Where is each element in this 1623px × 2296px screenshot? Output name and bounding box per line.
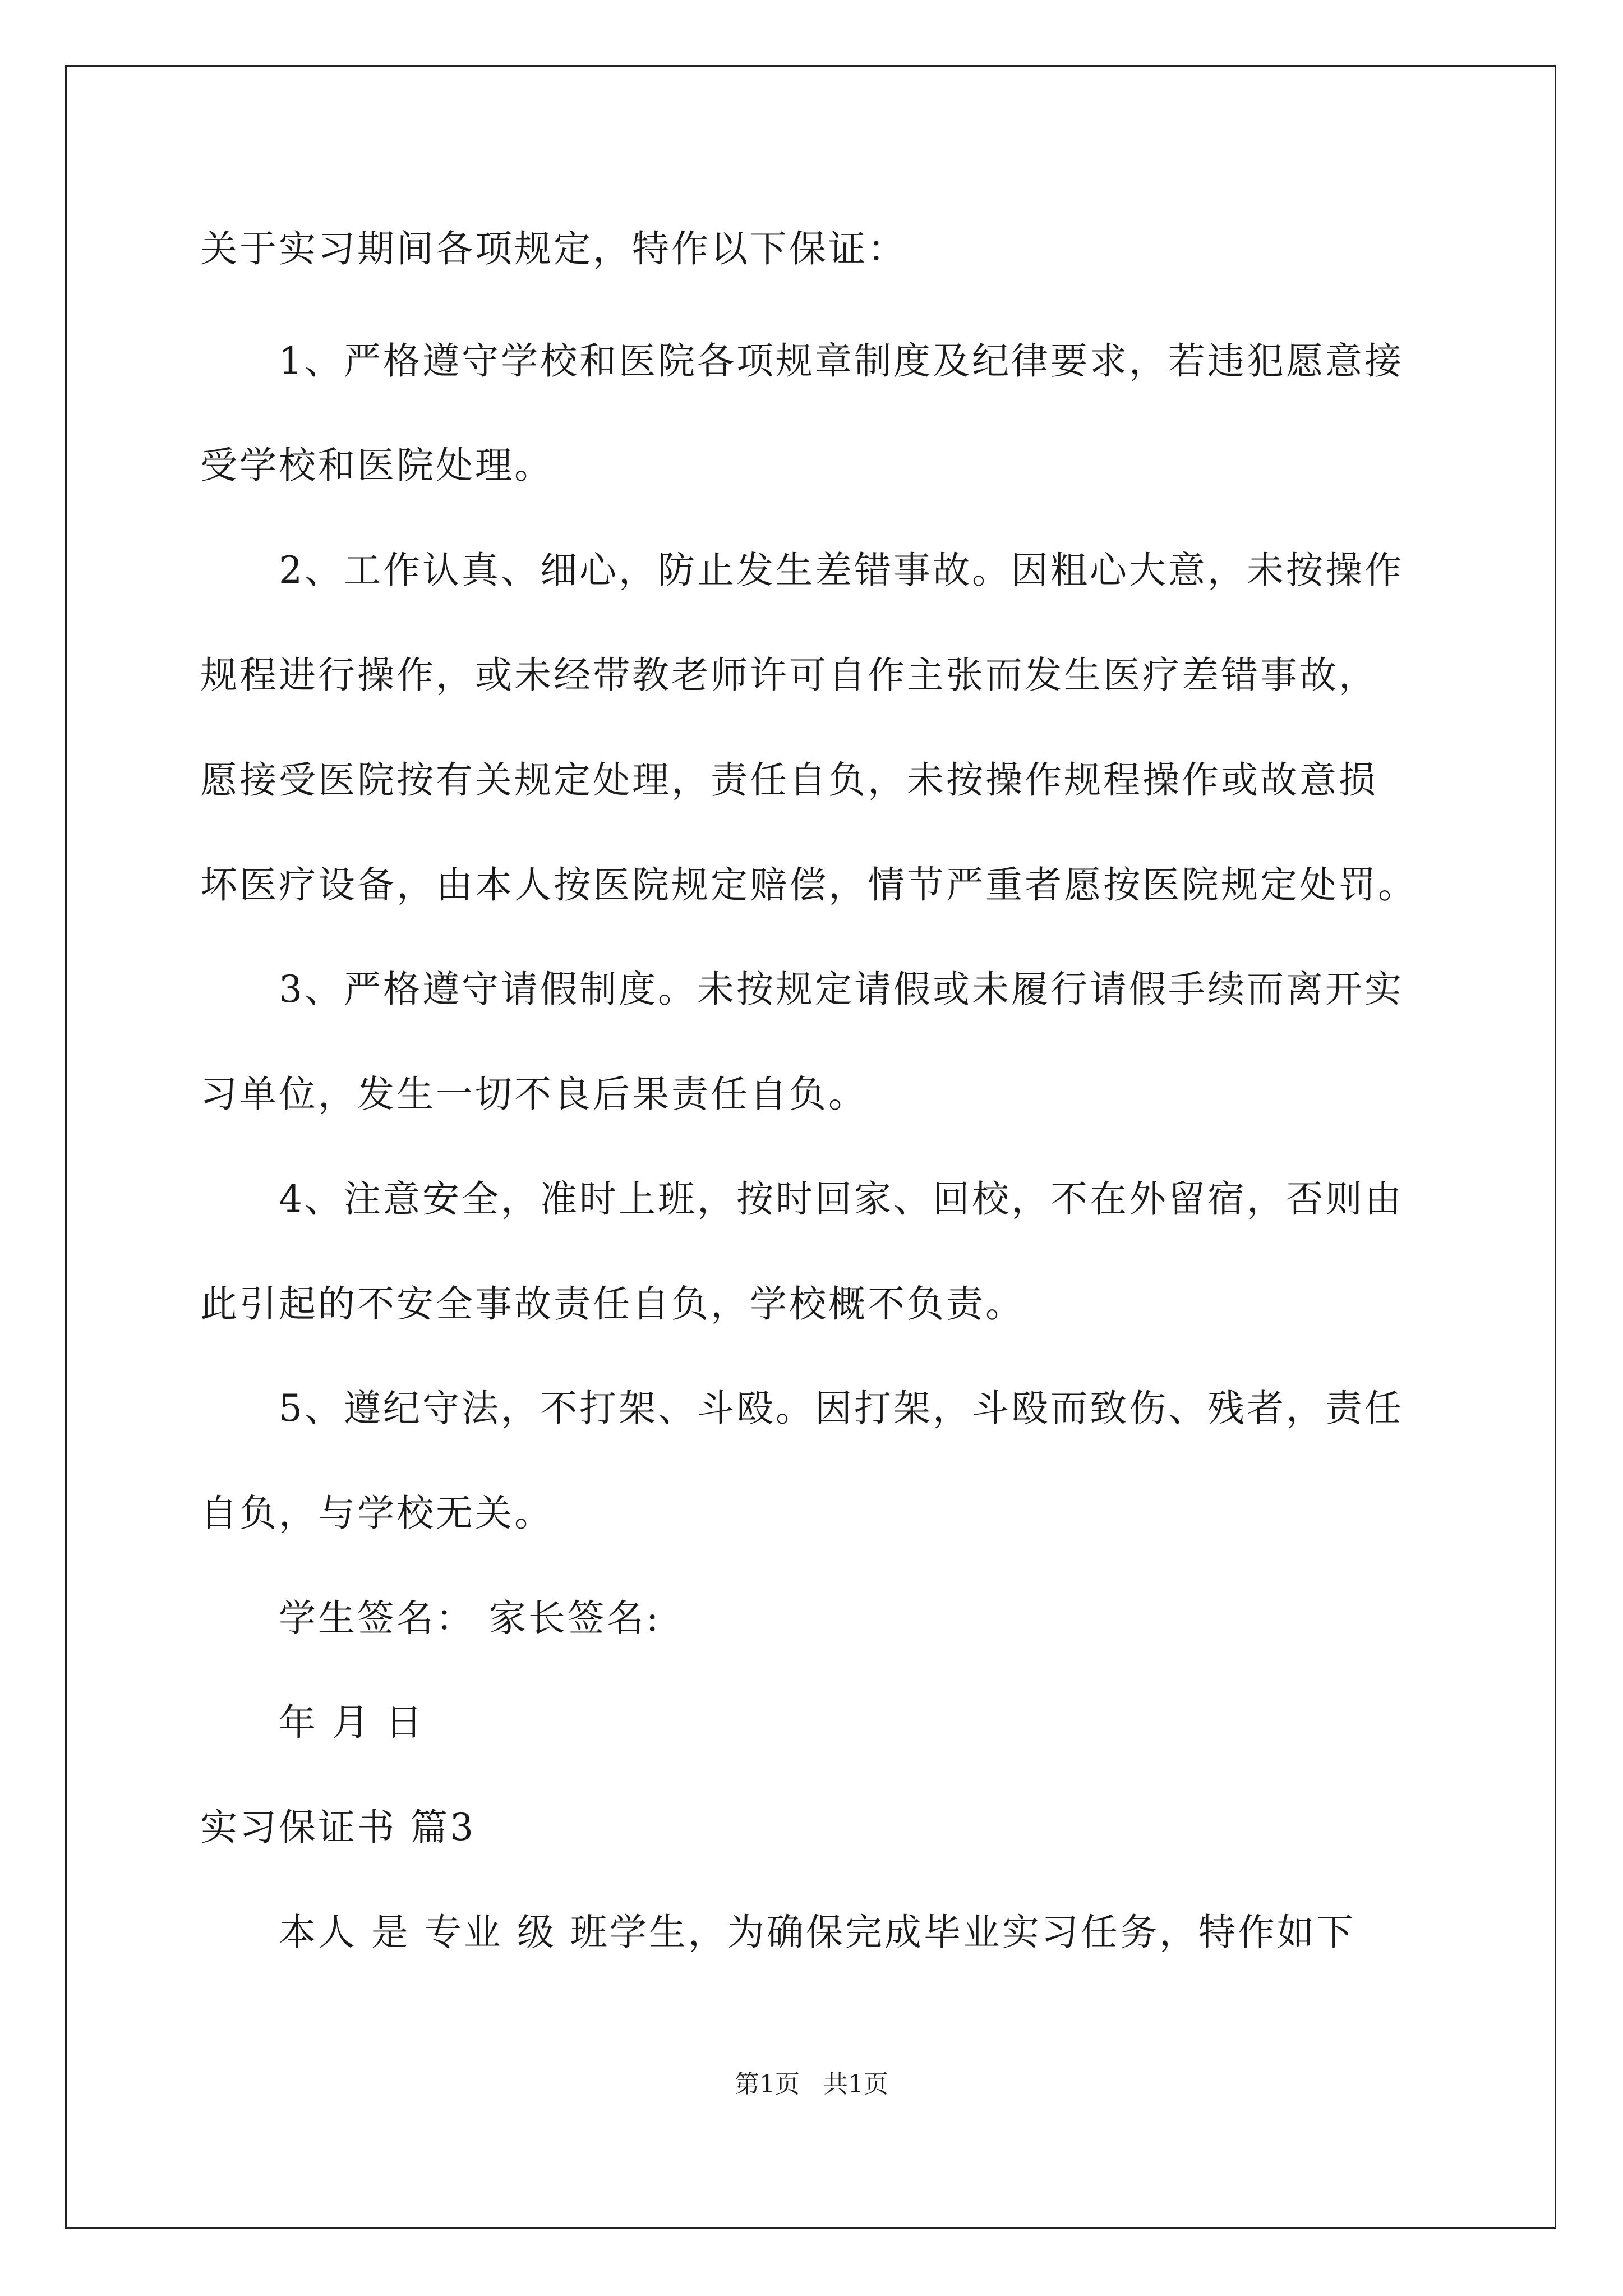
text-line: 受学校和医院处理。 <box>200 444 554 487</box>
text-line: 规程进行操作，或未经带教老师许可自作主张而发生医疗差错事故， <box>200 654 1378 697</box>
text-line: 此引起的不安全事故责任自负，学校概不负责。 <box>200 1282 1025 1326</box>
text-line: 习单位，发生一切不良后果责任自负。 <box>200 1073 868 1116</box>
section-heading: 实习保证书 篇3 <box>200 1806 476 1849</box>
text-line: 学生签名： 家长签名: <box>279 1596 661 1640</box>
text-line: 3、严格遵守请假制度。未按规定请假或未履行请假手续而离开实 <box>279 968 1404 1011</box>
text-line: 坏医疗设备，由本人按医院规定赔偿，情节严重者愿按医院规定处罚。 <box>200 863 1417 907</box>
text-line: 关于实习期间各项规定，特作以下保证： <box>200 227 907 270</box>
text-line: 本人 是 专业 级 班学生，为确保完成毕业实习任务，特作如下 <box>279 1911 1355 1954</box>
text-line: 4、注意安全，准时上班，按时回家、回校，不在外留宿，否则由 <box>279 1177 1404 1221</box>
text-line: 愿接受医院按有关规定处理，责任自负，未按操作规程操作或故意损 <box>200 758 1378 802</box>
page-footer: 第1页 共1页 <box>735 2070 888 2099</box>
text-line: 年 月 日 <box>279 1701 425 1744</box>
text-line: 自负，与学校无关。 <box>200 1492 554 1535</box>
page-border <box>65 65 1556 2229</box>
text-line: 2、工作认真、细心，防止发生差错事故。因粗心大意，未按操作 <box>279 549 1404 592</box>
text-line: 5、遵纪守法，不打架、斗殴。因打架，斗殴而致伤、残者，责任 <box>279 1387 1404 1430</box>
text-line: 1、严格遵守学校和医院各项规章制度及纪律要求，若违犯愿意接 <box>279 339 1404 383</box>
